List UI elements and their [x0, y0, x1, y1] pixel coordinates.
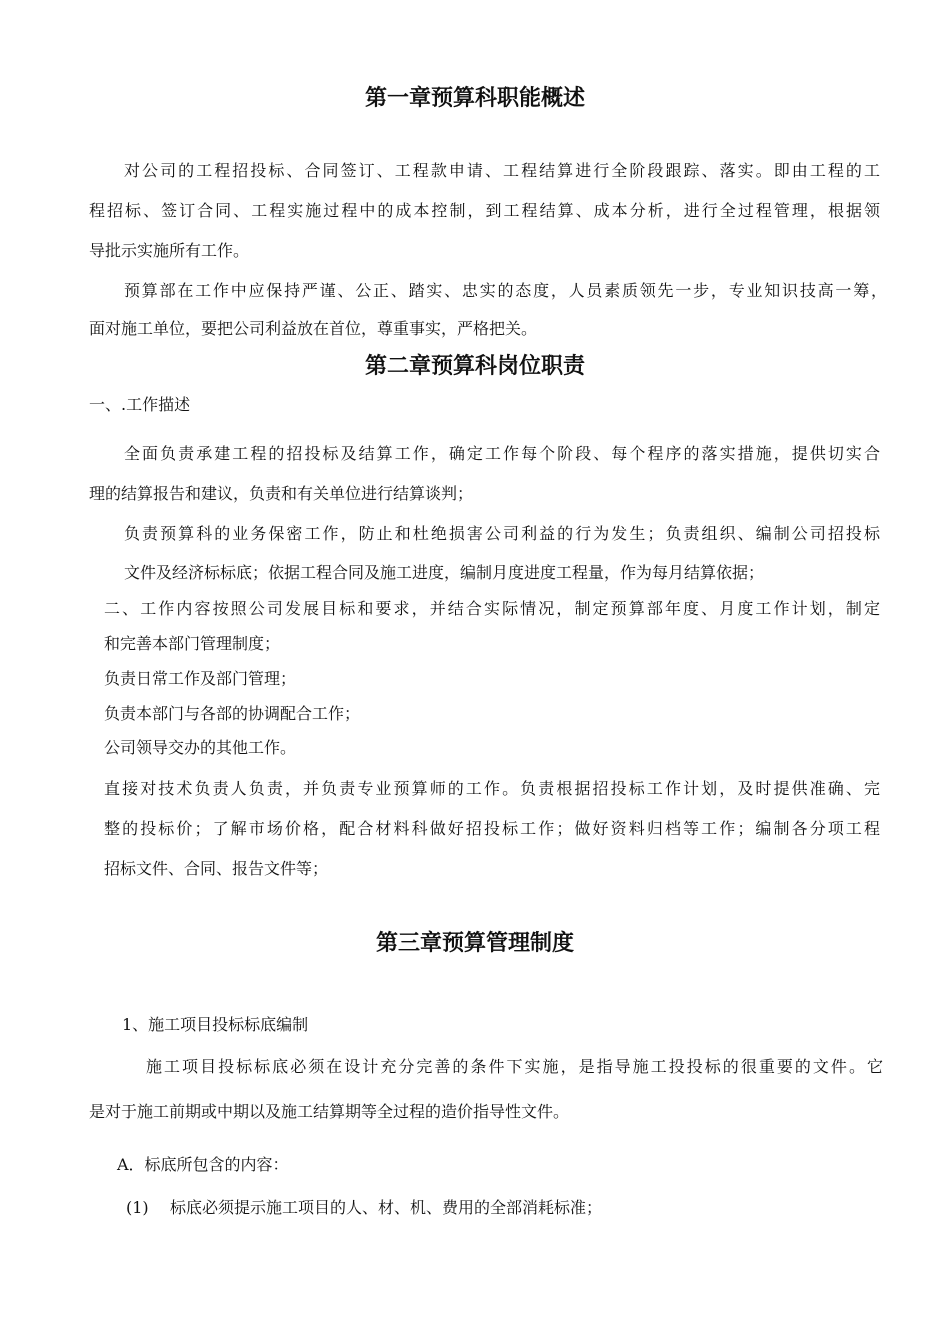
- chapter3-subsection-heading: A．标底所包含的内容：: [117, 1155, 289, 1174]
- chapter2-item: 负责本部门与各部的协调配合工作；: [104, 704, 361, 723]
- chapter2-p4-line3: 招标文件、合同、报告文件等；: [104, 859, 329, 878]
- chapter1-p1-line3: 导批示实施所有工作。: [89, 241, 250, 260]
- chapter2-p3-line2: 和完善本部门管理制度；: [104, 634, 281, 653]
- chapter3-item-text: 标底必须提示施工项目的人、材、机、费用的全部消耗标准；: [170, 1198, 603, 1217]
- chapter2-p3-line1: 二、工作内容按照公司发展目标和要求，并结合实际情况，制定预算部年度、月度工作计划，制定: [104, 599, 880, 618]
- chapter3-section-heading: 1、施工项目投标标底编制: [122, 1015, 309, 1034]
- chapter1-p2-line1: 预算部在工作中应保持严谨、公正、踏实、忠实的态度，人员素质领先一步，专业知识技高一筹，: [124, 281, 887, 300]
- chapter1-p1-line1: 对公司的工程招投标、合同签订、工程款申请、工程结算进行全阶段跟踪、落实。即由工程的工: [124, 161, 880, 180]
- chapter2-title: 第二章预算科岗位职责: [364, 354, 585, 379]
- chapter2-p2-line1: 负责预算科的业务保密工作，防止和杜绝损害公司利益的行为发生；负责组织、编制公司招投标: [124, 524, 880, 543]
- chapter2-item: 负责日常工作及部门管理；: [104, 669, 297, 688]
- chapter1-p2-line2: 面对施工单位，要把公司利益放在首位，尊重事实，严格把关。: [89, 319, 538, 338]
- chapter2-section-heading: 一、.工作描述: [89, 395, 191, 414]
- chapter2-p2-line2: 文件及经济标标底；依据工程合同及施工进度，编制月度进度工程量，作为每月结算依据；: [124, 563, 765, 582]
- chapter2-p4-line1: 直接对技术负责人负责，并负责专业预算师的工作。负责根据招投标工作计划，及时提供准确、完: [104, 779, 880, 798]
- chapter3-item-number: (1): [126, 1198, 149, 1217]
- chapter2-p4-line2: 整的投标价；了解市场价格，配合材料科做好招投标工作；做好资料归档等工作；编制各分项工程: [104, 819, 880, 838]
- chapter2-p1-line1: 全面负责承建工程的招投标及结算工作，确定工作每个阶段、每个程序的落实措施，提供切实合: [124, 444, 880, 463]
- chapter3-title: 第三章预算管理制度: [375, 931, 574, 956]
- chapter1-title: 第一章预算科职能概述: [364, 86, 585, 111]
- chapter2-p1-line2: 理的结算报告和建议，负责和有关单位进行结算谈判；: [89, 484, 474, 503]
- chapter3-p1-line2: 是对于施工前期或中期以及施工结算期等全过程的造价指导性文件。: [89, 1102, 570, 1121]
- chapter1-p1-line2: 程招标、签订合同、工程实施过程中的成本控制，到工程结算、成本分析，进行全过程管理，根据领: [89, 201, 880, 220]
- chapter2-item: 公司领导交办的其他工作。: [104, 738, 297, 757]
- chapter3-p1-line1: 施工项目投标标底必须在设计充分完善的条件下实施，是指导施工投投标的很重要的文件。它: [146, 1057, 883, 1076]
